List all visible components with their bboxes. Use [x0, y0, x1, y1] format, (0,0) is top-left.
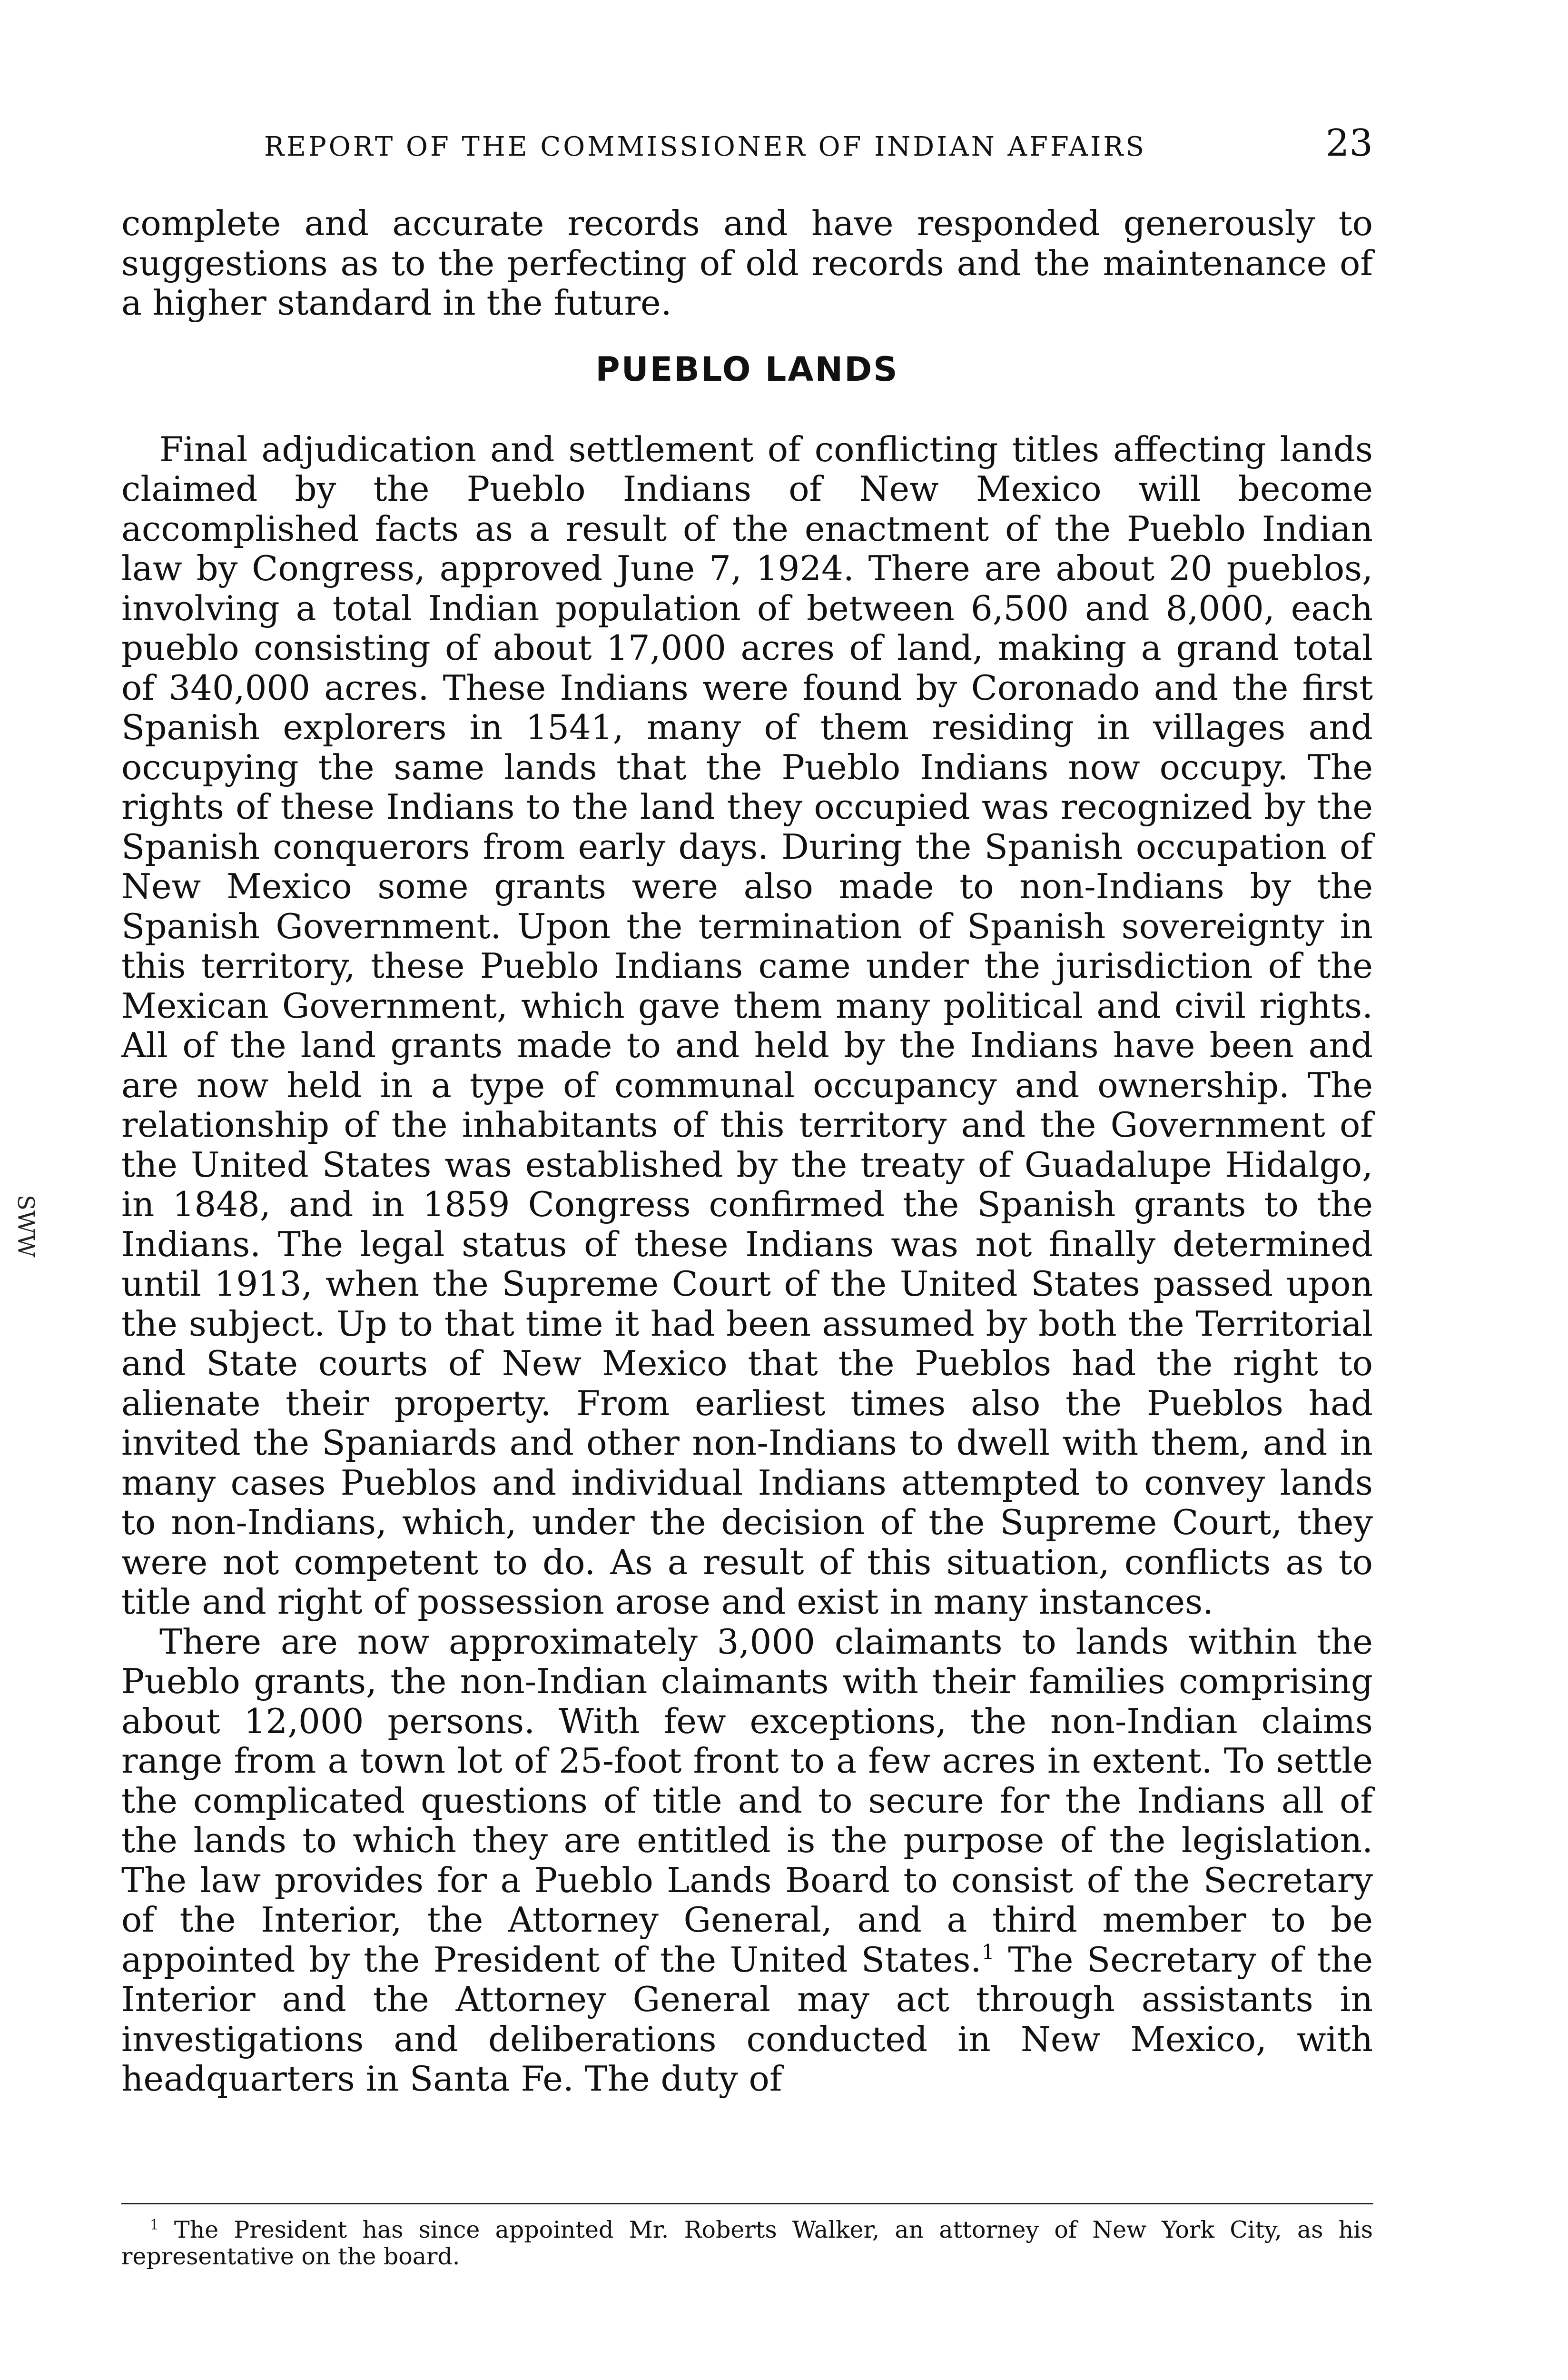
paragraph-claimants-text-a: There are now approximately 3,000 claimants to lands within the Pueblo grants, the non-Indian claimants with their families comprising about 12,000 persons. With few exceptions, the non-Indian claims range from a town lot of 25-foot front to a few acres in extent. To settle the complicated questions of title and to secure for the Indians all of the lands to which they are entitled is the purpose of the legislation. The law provides for a Pueblo Lands Board to consist of the Secretary of the Interior, the Attorney General, and a third member to be appointed by the President of the United States. [121, 1621, 1373, 1980]
body-text [121, 204, 1373, 2099]
running-title: REPORT OF THE COMMISSIONER OF INDIAN AFFAIRS [264, 131, 1146, 162]
paragraph-pueblo-titles: Final adjudication and settlement of conflicting titles affecting lands claimed by the Pueblo Indians of New Mexico will become accomplished facts as a result of the enactment of the Pueblo Indian law by Congress, approved June 7, 1924. There are about 20 pueblos, involving a total Indian population of between 6,500 and 8,000, each pueblo consisting of about 17,000 acres of land, making a grand total of 340,000 acres. These Indians were found by Coronado and the first Spanish explorers in 1541, many of them residing in villages and occupying the same lands that the Pueblo Indians now occupy. The rights of these Indians to the land they occupied was recognized by the Spanish conquerors from early days. During the Spanish occupation of New Mexico some grants were also made to non-Indians by the Spanish Government. Upon the termination of Spanish sovereignty in this territory, these Pueblo Indians came under the jurisdiction of the Mexican Government, which gave them many political and civil rights. All of the land grants made to and held by the Indians have been and are now held in a type of communal occupancy and ownership. The relationship of the inhabitants of this territory and the Government of the United States was established by the treaty of Guadalupe Hidalgo, in 1848, and in 1859 Congress confirmed the Spanish grants to the Indians. The legal status of these Indians was not finally determined until 1913, when the Supreme Court of the United States passed upon the subject. Up to that time it had been assumed by both the Territorial and State courts of New Mexico that the Pueblos had the right to alienate their property. From earliest times also the Pueblos had invited the Spaniards and other non-Indians to dwell with them, and in many cases Pueblos and individual Indians attempted to convey lands to non-Indians, which, under the decision of the Supreme Court, they were not competent to do. As a result of this situation, conflicts as to title and right of possession arose and exist in many instances. [121, 429, 1373, 1622]
page-number: 23 [1325, 122, 1373, 165]
footnote-text: The President has since appointed Mr. Roberts Walker, an attorney of New York City, as his representative on the board. [121, 2216, 1373, 2270]
footnote-divider [121, 2203, 1373, 2204]
intro-paragraph: complete and accurate records and have responded generously to suggestions as to the perfecting of old records and the maintenance of a higher standard in the future. [121, 203, 1373, 323]
margin-note: SWW [12, 1195, 39, 1258]
footnote [121, 2217, 1373, 2270]
section-heading: PUEBLO LANDS [595, 349, 899, 389]
footnote-reference[interactable]: 1 [981, 1940, 995, 1964]
paragraph-claimants [121, 1622, 1373, 2099]
paragraph-claimants-text-b: The Secretary of the Interior and the Attorney General may act through assistants in investigations and deliberations conducted in New Mexico, with headquarters in Santa Fe. The duty of [121, 1939, 1373, 2099]
footnote-marker: 1 [150, 2216, 159, 2233]
footnote-area [121, 2203, 1373, 2270]
running-head [121, 122, 1373, 175]
